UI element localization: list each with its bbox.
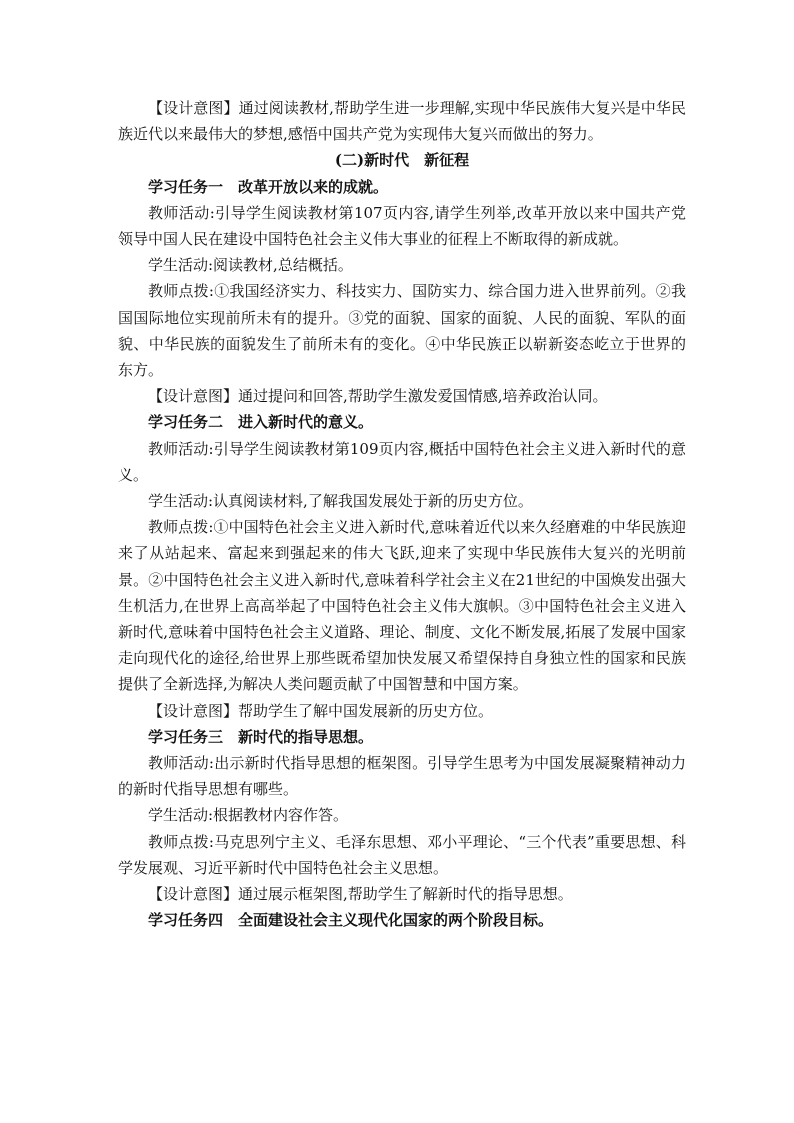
teacher-guidance-paragraph: 教师点拨:①我国经济实力、科技实力、国防实力、综合国力进入世界前列。②我国国际地位实现前所未有的提升。③党的面貌、国家的面貌、人民的面貌、军队的面貌、中华民族的面貌发生了前所未有的变化。④中华民族正以崭新姿态屹立于世界的东方。 bbox=[118, 282, 686, 380]
teacher-activity-paragraph: 教师活动:引导学生阅读教材第107页内容,请学生列举,改革开放以来中国共产党领导中国人民在建设中国特色社会主义伟大事业的征程上不断取得的新成就。 bbox=[118, 203, 686, 249]
section-title: (二)新时代 新征程 bbox=[334, 151, 470, 170]
student-activity-paragraph: 学生活动:认真阅读材料,了解我国发展处于新的历史方位。 bbox=[148, 492, 533, 511]
task-heading-3: 学习任务三 新时代的指导思想。 bbox=[148, 727, 374, 746]
task-heading-4: 学习任务四 全面建设社会主义现代化国家的两个阶段目标。 bbox=[148, 911, 554, 930]
teacher-guidance-paragraph: 教师点拨:①中国特色社会主义进入新时代,意味着近代以来久经磨难的中华民族迎来了从站起来、富起来到强起来的伟大飞跃,迎来了实现中华民族伟大复兴的光明前景。②中国特色社会主义进入新时代,意味着科学社会主义在21世纪的中国焕发出强大生机活力,在世界上高高举起了中国特色社会主义伟大旗帜。③中国特色社会主义进入新时代,意味着中国特色社会主义道路、理论、制度、文化不断发展,拓展了发展中国家走向现代化的途径,给世界上那些既希望加快发展又希望保持自身独立性的国家和民族提供了全新选择,为解决人类问题贡献了中国智慧和中国方案。 bbox=[118, 518, 686, 694]
design-intent-paragraph: 【设计意图】帮助学生了解中国发展新的历史方位。 bbox=[148, 701, 494, 720]
teacher-activity-paragraph: 教师活动:出示新时代指导思想的框架图。引导学生思考为中国发展凝聚精神动力的新时代指导思想有哪些。 bbox=[118, 754, 686, 799]
design-intent-paragraph: 【设计意图】通过阅读教材,帮助学生进一步理解,实现中华民族伟大复兴是中华民族近代以来最伟大的梦想,感悟中国共产党为实现伟大复兴而做出的努力。 bbox=[118, 99, 686, 144]
teacher-guidance-paragraph: 教师点拨:马克思列宁主义、毛泽东思想、邓小平理论、“三个代表”重要思想、科学发展观、习近平新时代中国特色社会主义思想。 bbox=[118, 832, 686, 877]
task-heading-1: 学习任务一 改革开放以来的成就。 bbox=[148, 177, 389, 196]
teacher-activity-paragraph: 教师活动:引导学生阅读教材第109页内容,概括中国特色社会主义进入新时代的意义。 bbox=[118, 439, 686, 484]
design-intent-paragraph: 【设计意图】通过提问和回答,帮助学生激发爱国情感,培养政治认同。 bbox=[148, 387, 608, 406]
design-intent-paragraph: 【设计意图】通过展示框架图,帮助学生了解新时代的指导思想。 bbox=[148, 885, 573, 904]
student-activity-paragraph: 学生活动:阅读教材,总结概括。 bbox=[148, 256, 353, 275]
student-activity-paragraph: 学生活动:根据教材内容作答。 bbox=[148, 806, 349, 825]
document-page bbox=[118, 95, 686, 934]
task-heading-2: 学习任务二 进入新时代的意义。 bbox=[148, 413, 374, 432]
